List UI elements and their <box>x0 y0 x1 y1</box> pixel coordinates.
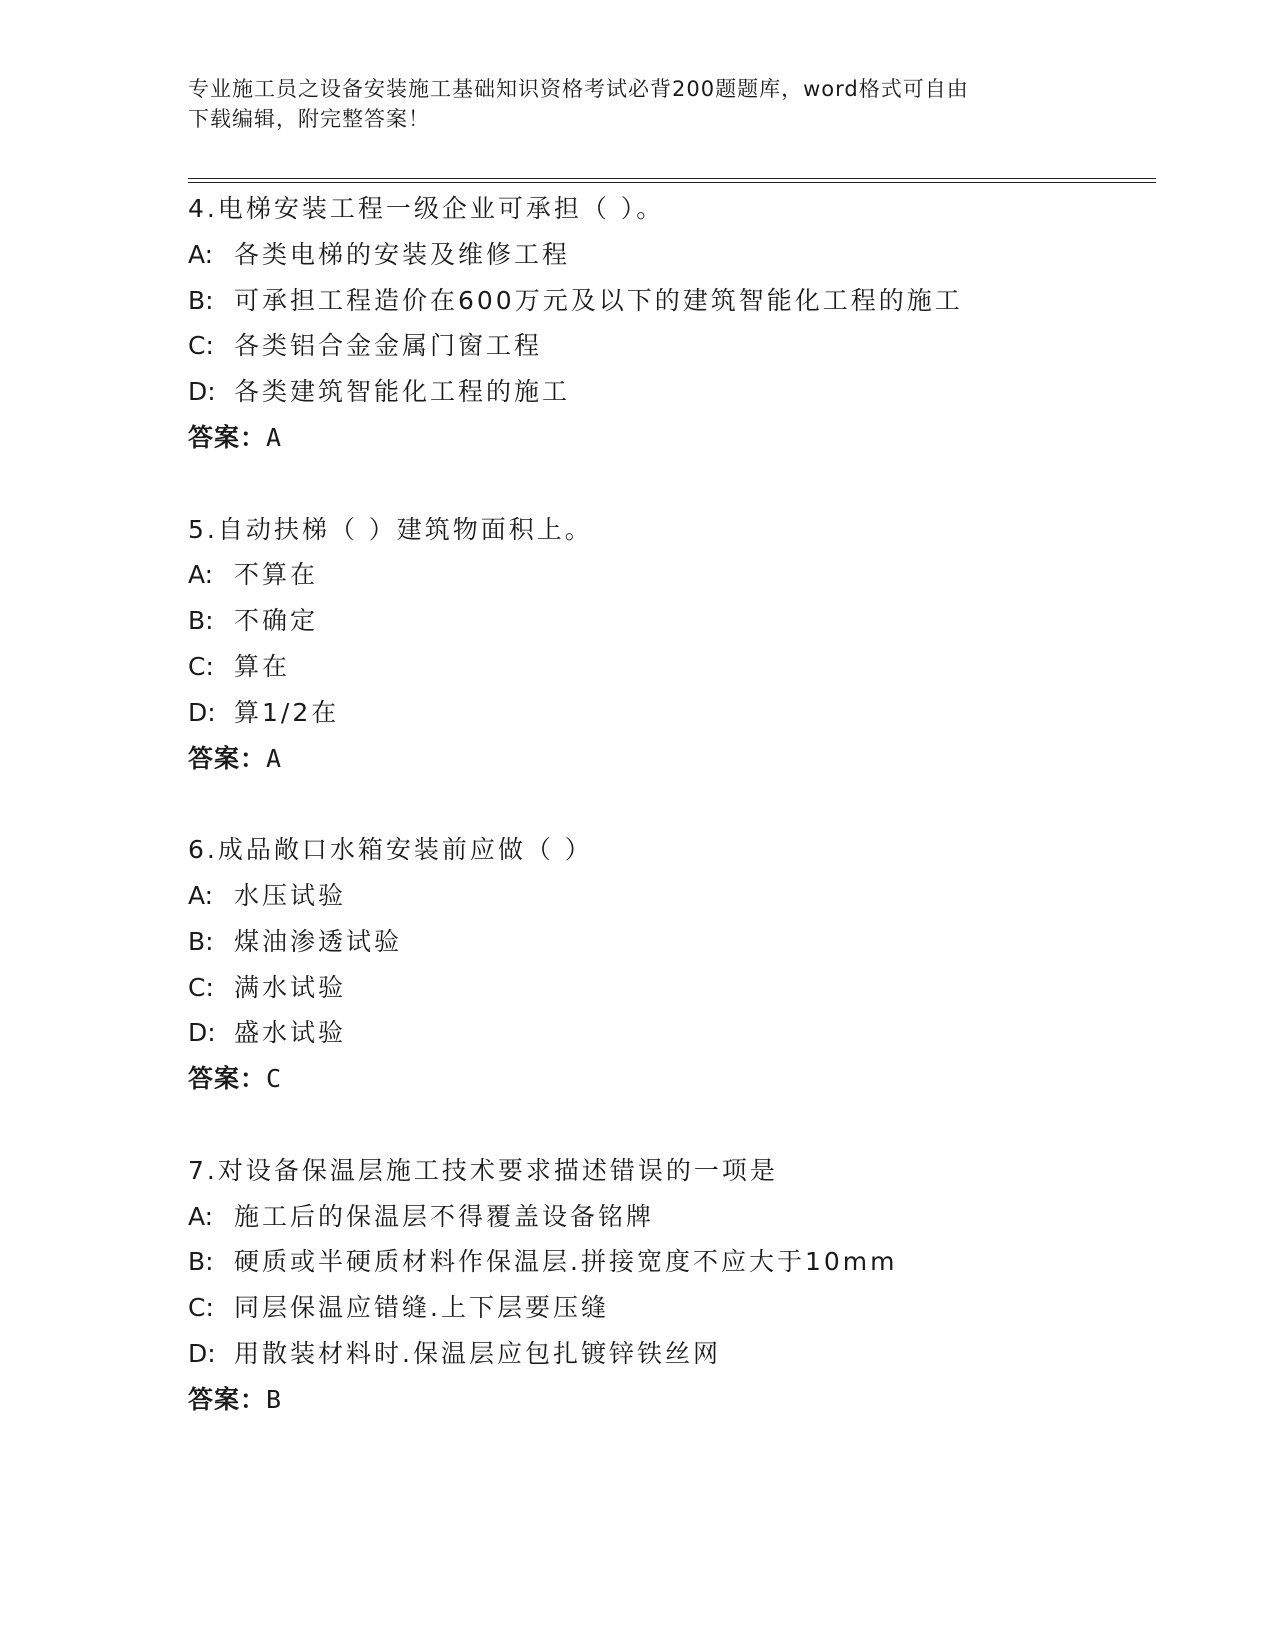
document-header <box>188 74 1068 134</box>
option-text: 煤油渗透试验 <box>234 926 403 956</box>
option-key: C: <box>188 972 214 1002</box>
option-c <box>188 644 1168 690</box>
answer-line <box>188 1056 1168 1102</box>
option-text: 用散装材料时.保温层应包扎镀锌铁丝网 <box>234 1338 721 1368</box>
option-text: 算在 <box>234 651 291 681</box>
option-text: 硬质或半硬质材料作保温层.拼接宽度不应大于10mm <box>234 1247 898 1277</box>
option-text: 满水试验 <box>234 972 347 1002</box>
question-spacer <box>188 461 1168 507</box>
option-key: D: <box>188 1018 216 1048</box>
answer-label: 答案： <box>188 743 267 773</box>
option-text: 各类电梯的安装及维修工程 <box>234 239 571 269</box>
option-key: D: <box>188 377 216 407</box>
option-text: 可承担工程造价在600万元及以下的建筑智能化工程的施工 <box>234 285 963 315</box>
question-stem: 4.电梯安装工程一级企业可承担（ ）。 <box>188 194 665 223</box>
answer-line <box>188 736 1168 782</box>
header-line-1: 专业施工员之设备安装施工基础知识资格考试必背200题题库，word格式可自由 <box>188 77 969 101</box>
answer-line <box>188 415 1168 461</box>
answer-label: 答案： <box>188 1064 267 1094</box>
option-key: C: <box>188 331 214 361</box>
option-key: B: <box>188 926 214 956</box>
option-c <box>188 1285 1168 1331</box>
question-7 <box>188 1148 1168 1423</box>
option-key: A: <box>188 1201 214 1231</box>
option-c <box>188 965 1168 1011</box>
question-stem: 5.自动扶梯（ ）建筑物面积上。 <box>188 514 593 544</box>
question-list <box>188 186 1168 1423</box>
question-stem: 7.对设备保温层施工技术要求描述错误的一项是 <box>188 1155 778 1185</box>
option-text: 不算在 <box>234 560 319 590</box>
header-divider <box>188 178 1156 183</box>
option-key: A: <box>188 239 214 269</box>
answer-value: A <box>266 422 283 452</box>
option-d <box>188 1331 1168 1377</box>
option-key: A: <box>188 560 214 590</box>
answer-value: B <box>266 1384 283 1414</box>
option-d <box>188 1010 1168 1056</box>
option-text: 各类建筑智能化工程的施工 <box>234 377 571 407</box>
answer-label: 答案： <box>188 422 267 452</box>
option-key: D: <box>188 1338 216 1368</box>
option-b <box>188 1239 1168 1285</box>
option-c <box>188 323 1168 369</box>
option-b <box>188 919 1168 965</box>
option-text: 水压试验 <box>234 880 347 910</box>
option-key: B: <box>188 285 214 315</box>
option-text: 算1/2在 <box>234 697 340 727</box>
question-spacer <box>188 781 1168 827</box>
question-6 <box>188 827 1168 1102</box>
option-text: 同层保温应错缝.上下层要压缝 <box>234 1293 609 1323</box>
option-key: C: <box>188 1293 214 1323</box>
option-key: B: <box>188 606 214 636</box>
option-d <box>188 369 1168 415</box>
option-text: 各类铝合金金属门窗工程 <box>234 331 543 361</box>
answer-value: C <box>266 1064 283 1094</box>
option-key: D: <box>188 697 216 727</box>
option-a <box>188 1194 1168 1240</box>
answer-value: A <box>266 743 283 773</box>
option-b <box>188 598 1168 644</box>
question-4 <box>188 186 1168 461</box>
answer-label: 答案： <box>188 1384 267 1414</box>
option-a <box>188 873 1168 919</box>
option-b <box>188 278 1168 324</box>
option-d <box>188 690 1168 736</box>
header-line-2: 下载编辑，附完整答案！ <box>188 107 430 131</box>
answer-line <box>188 1377 1168 1423</box>
question-spacer <box>188 1102 1168 1148</box>
option-text: 不确定 <box>234 606 319 636</box>
option-text: 盛水试验 <box>234 1018 347 1048</box>
option-key: C: <box>188 651 214 681</box>
question-5 <box>188 507 1168 782</box>
option-text: 施工后的保温层不得覆盖设备铭牌 <box>234 1201 655 1231</box>
question-stem: 6.成品敞口水箱安装前应做（ ） <box>188 835 593 865</box>
option-a <box>188 232 1168 278</box>
option-key: A: <box>188 880 214 910</box>
option-key: B: <box>188 1247 214 1277</box>
option-a <box>188 552 1168 598</box>
